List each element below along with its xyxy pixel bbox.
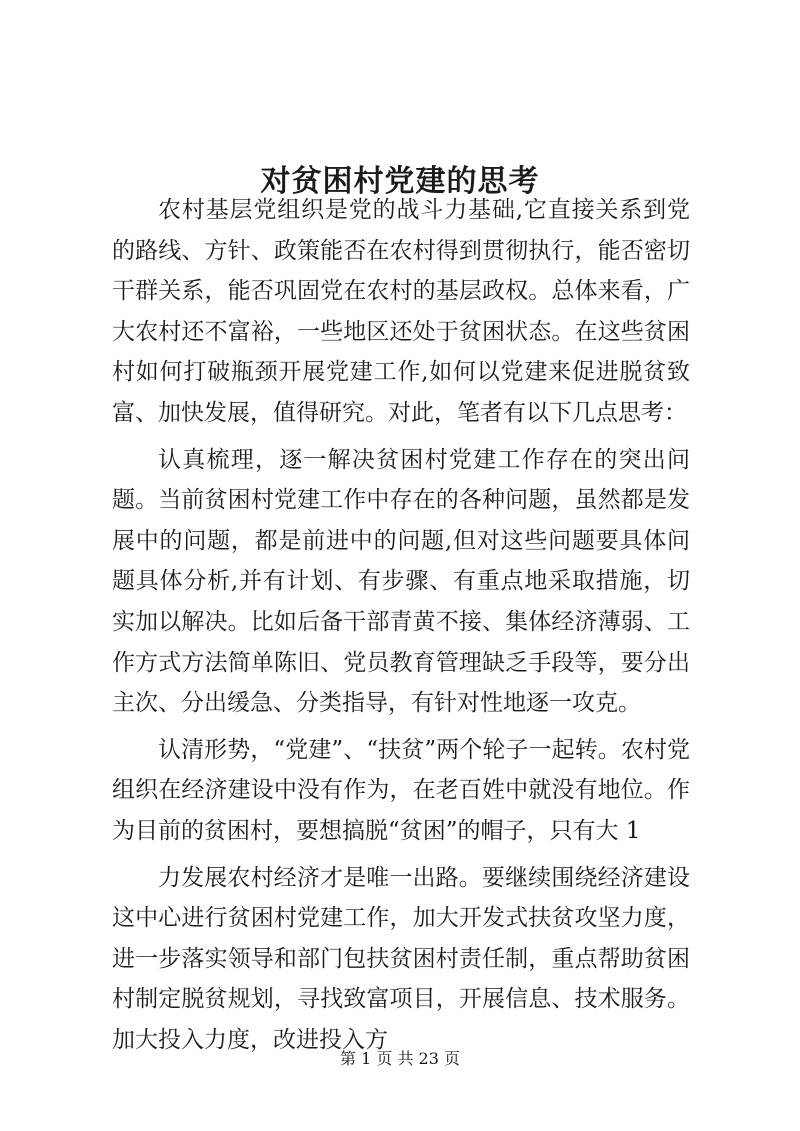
paragraph-4: 力发展农村经济才是唯一出路。要继续围绕经济建设这中心进行贫困村党建工作，加大开发式扶贫攻坚力度，进一步落实领导和部门包扶贫困村责任制，重点帮助贫困村制定脱贫规划，寻找致富项目，开展信息、技术服务。加大投入力度，改进投入方	[112, 864, 690, 1053]
paragraph-1: 农村基层党组织是党的战斗力基础,它直接关系到党的路线、方针、政策能否在农村得到贯彻执行，能否密切干群关系，能否巩固党在农村的基层政权。总体来看，广大农村还不富裕，一些地区还处于贫困状态。在这些贫困村如何打破瓶颈开展党建工作,如何以党建来促进脱贫致富、加快发展，值得研究。对此，笔者有以下几点思考：	[112, 197, 690, 426]
paragraph-2: 认真梳理，逐一解决贫困村党建工作存在的突出问题。当前贫困村党建工作中存在的各种问题，虽然都是发展中的问题，都是前进中的问题,但对这些问题要具体问题具体分析,并有计划、有步骤、有重点地采取措施，切实加以解决。比如后备干部青黄不接、集体经济薄弱、工作方式方法简单陈旧、党员教育管理缺乏手段等，要分出主次、分出缓急、分类指导，有针对性地逐一攻克。	[112, 446, 690, 717]
paragraph-3: 认清形势，“党建”、“扶贫”两个轮子一起转。农村党组织在经济建设中没有作为，在老百姓中就没有地位。作为目前的贫困村，要想搞脱“贫困”的帽子，只有大 1	[112, 736, 690, 844]
document-title: 对贫困村党建的思考	[260, 164, 540, 200]
page-footer: 第 1 页 共 23 页	[340, 1049, 460, 1068]
document-body	[112, 190, 690, 1060]
